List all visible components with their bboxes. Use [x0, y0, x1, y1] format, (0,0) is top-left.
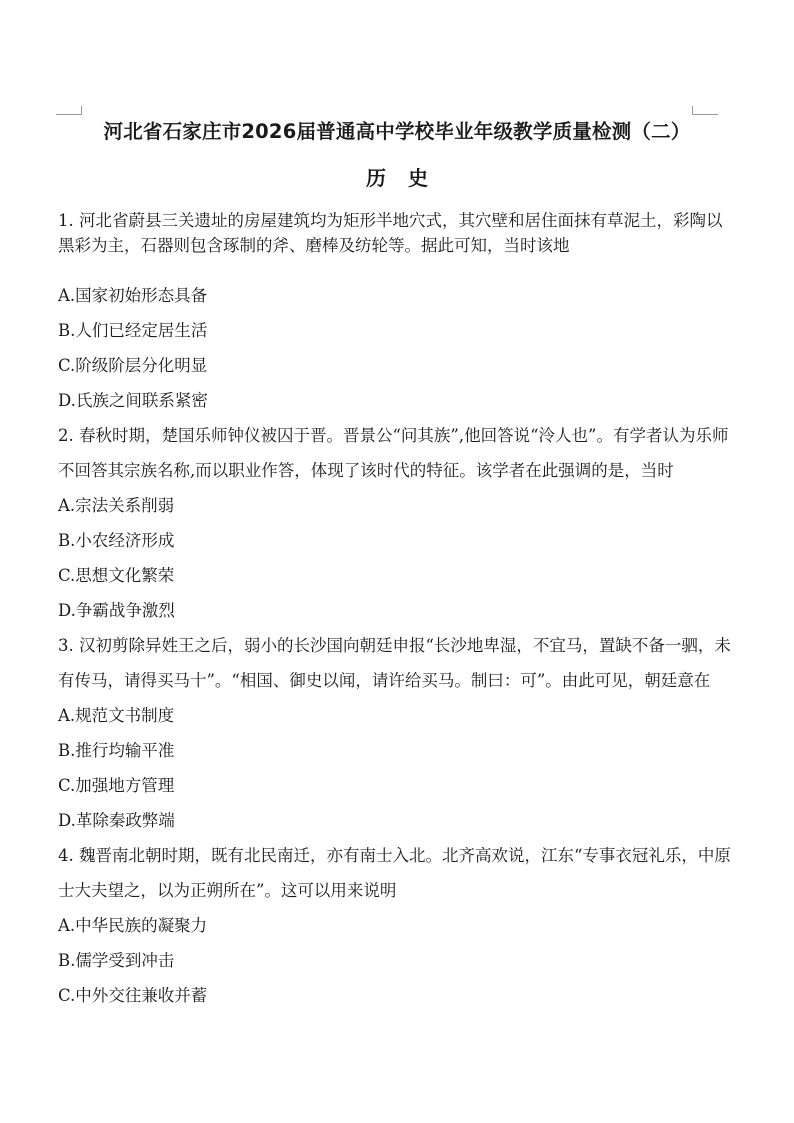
option-a: A.中华民族的凝聚力 [58, 916, 208, 935]
question-2 [58, 418, 738, 628]
option-a: A.规范文书制度 [58, 706, 175, 725]
question-list [58, 208, 738, 1013]
option-c: C.加强地方管理 [58, 776, 175, 795]
question-1 [58, 208, 738, 418]
option-d: D.争霸战争激烈 [58, 601, 175, 620]
question-stem: 1. 河北省蔚县三关遗址的房屋建筑均为矩形半地穴式，其穴壁和居住面抹有草泥土，彩陶以黑彩为主，石器则包含琢制的斧、磨棒及纺轮等。据此可知，当时该地 [58, 211, 723, 255]
question-stem: 4. 魏晋南北朝时期，既有北民南迁，亦有南士入北。北齐高欢说，江东“专事衣冠礼乐，中原士大夫望之，以为正朔所在”。这可以用来说明 [58, 846, 731, 900]
option-b: B.人们已经定居生活 [58, 321, 208, 340]
option-c: C.阶级阶层分化明显 [58, 356, 208, 375]
margin-mark-left [56, 106, 82, 115]
option-b: B.儒学受到冲击 [58, 951, 175, 970]
question-stem: 3. 汉初剪除异姓王之后，弱小的长沙国向朝廷申报“长沙地卑湿，不宜马，置缺不备一驷，未有传马，请得买马十”。“相国、御史以闻，请许给买马。制曰：可”。由此可见，朝廷意在 [58, 636, 731, 690]
option-b: B.推行均输平准 [58, 741, 175, 760]
question-3 [58, 628, 738, 838]
option-d: D.氏族之间联系紧密 [58, 391, 208, 410]
question-4 [58, 838, 738, 1013]
margin-mark-right [692, 106, 718, 115]
exam-title: 河北省石家庄市2026届普通高中学校毕业年级教学质量检测（二） [103, 120, 691, 143]
option-a: A.宗法关系削弱 [58, 496, 175, 515]
subject-heading: 历史 [366, 166, 450, 190]
option-c: C.中外交往兼收并蓄 [58, 986, 208, 1005]
option-c: C.思想文化繁荣 [58, 566, 175, 585]
option-b: B.小农经济形成 [58, 531, 175, 550]
question-stem: 2. 春秋时期，楚国乐师钟仪被囚于晋。晋景公“问其族”,他回答说“泠人也”。有学者认为乐师不回答其宗族名称,而以职业作答，体现了该时代的特征。该学者在此强调的是，当时 [58, 426, 729, 480]
option-d: D.革除秦政弊端 [58, 811, 175, 830]
option-a: A.国家初始形态具备 [58, 286, 208, 305]
